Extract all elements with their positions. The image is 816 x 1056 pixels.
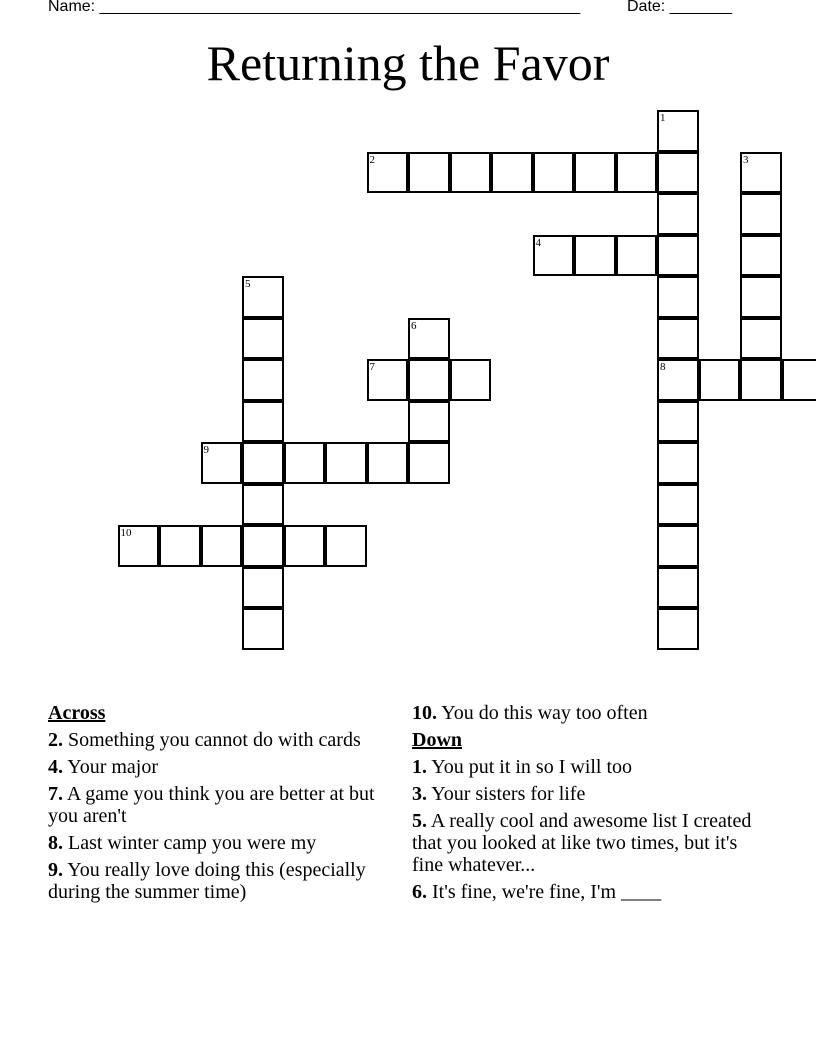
crossword-cell[interactable] (450, 152, 492, 194)
crossword-cell[interactable] (740, 318, 782, 360)
clue-number: 5. (412, 810, 427, 832)
crossword-cell[interactable] (242, 442, 284, 484)
crossword-cell[interactable] (574, 235, 616, 277)
clue-text: Something you cannot do with cards (68, 729, 361, 751)
crossword-cell[interactable] (242, 608, 284, 650)
clue-across-9 (48, 859, 408, 903)
crossword-cell[interactable] (616, 235, 658, 277)
clue-number: 4. (48, 756, 63, 778)
crossword-cell[interactable] (408, 401, 450, 443)
crossword-cell[interactable] (491, 152, 533, 194)
puzzle-title: Returning the Favor (206, 35, 610, 91)
clue-number: 6. (412, 881, 427, 903)
clue-across-4 (48, 756, 408, 778)
crossword-cell[interactable] (325, 442, 367, 484)
cell-number: 2 (369, 153, 375, 166)
crossword-cell[interactable] (657, 567, 699, 609)
crossword-cell[interactable] (574, 152, 616, 194)
clue-down-3 (412, 783, 772, 805)
clue-text: A really cool and awesome list I created that you looked at like two times, but it's fine whatever... (412, 810, 752, 876)
clue-down-6 (412, 881, 772, 903)
crossword-cell[interactable] (699, 359, 741, 401)
clue-text: Last winter camp you were my (68, 832, 317, 854)
crossword-cell[interactable] (242, 359, 284, 401)
crossword-cell[interactable] (657, 525, 699, 567)
clue-across-8 (48, 832, 408, 854)
clue-across-2 (48, 729, 408, 751)
crossword-cell[interactable] (242, 401, 284, 443)
clue-number: 7. (48, 783, 63, 805)
clue-number: 9. (48, 859, 63, 881)
crossword-cell[interactable] (740, 152, 782, 194)
crossword-cell[interactable] (242, 567, 284, 609)
crossword-cell[interactable] (740, 193, 782, 235)
crossword-cell[interactable] (740, 235, 782, 277)
crossword-cell[interactable] (657, 608, 699, 650)
clue-down-1 (412, 756, 772, 778)
crossword-cell[interactable] (325, 525, 367, 567)
cell-number: 1 (660, 112, 666, 124)
down-heading: Down (412, 729, 463, 751)
clue-text: A game you think you are better at but you aren't (48, 783, 375, 827)
crossword-cell[interactable] (408, 442, 450, 484)
clue-text: It's fine, we're fine, I'm ____ (432, 881, 662, 903)
clues-column-left (48, 702, 408, 908)
crossword-cell[interactable] (740, 359, 782, 401)
clues-column-right (412, 702, 772, 908)
crossword-cell[interactable] (408, 359, 450, 401)
crossword-cell[interactable] (616, 152, 658, 194)
crossword-cell[interactable] (242, 484, 284, 526)
crossword-cell[interactable] (284, 525, 326, 567)
cell-number: 6 (411, 319, 417, 332)
crossword-cell[interactable] (367, 359, 409, 401)
crossword-cell[interactable] (367, 442, 409, 484)
crossword-cell[interactable] (657, 401, 699, 443)
crossword-cell[interactable] (201, 442, 243, 484)
crossword-cell[interactable] (657, 359, 699, 401)
crossword-cell[interactable] (657, 110, 699, 152)
crossword-cell[interactable] (242, 318, 284, 360)
crossword-cell[interactable] (408, 318, 450, 360)
clue-number: 3. (412, 783, 427, 805)
crossword-cell[interactable] (242, 276, 284, 318)
clue-down-5 (412, 810, 772, 876)
name-field[interactable]: Name: ______________________________________________________ (48, 0, 581, 15)
crossword-cell[interactable] (533, 152, 575, 194)
crossword-cell[interactable] (657, 276, 699, 318)
cell-number: 9 (203, 444, 209, 456)
clue-text: You really love doing this (especially during the summer time) (48, 859, 366, 903)
crossword-cell[interactable] (657, 442, 699, 484)
crossword-cell[interactable] (533, 235, 575, 277)
cell-number: 5 (245, 278, 251, 290)
crossword-cell[interactable] (782, 359, 816, 401)
crossword-cell[interactable] (367, 152, 409, 194)
date-field[interactable]: Date: _______ (627, 0, 732, 15)
crossword-cell[interactable] (450, 359, 492, 401)
crossword-cell[interactable] (408, 152, 450, 194)
cell-number: 7 (369, 361, 375, 373)
crossword-cell[interactable] (740, 276, 782, 318)
crossword-cell[interactable] (657, 235, 699, 277)
crossword-cell[interactable] (284, 442, 326, 484)
clue-text: You do this way too often (441, 702, 648, 724)
crossword-cell[interactable] (118, 525, 160, 567)
clue-number: 10. (412, 702, 437, 724)
cell-number: 4 (535, 236, 541, 249)
crossword-cell[interactable] (657, 193, 699, 235)
clue-text: Your major (67, 756, 159, 778)
cell-number: 8 (660, 361, 666, 373)
clue-across-10 (412, 702, 772, 724)
crossword-cell[interactable] (201, 525, 243, 567)
cell-number: 3 (743, 153, 749, 166)
clue-number: 1. (412, 756, 427, 778)
crossword-cell[interactable] (242, 525, 284, 567)
clue-number: 2. (48, 729, 63, 751)
crossword-cell[interactable] (657, 318, 699, 360)
clue-text: Your sisters for life (431, 783, 586, 805)
crossword-cell[interactable] (657, 152, 699, 194)
across-heading: Across (48, 702, 106, 724)
clue-number: 8. (48, 832, 63, 854)
cell-number: 10 (120, 527, 132, 539)
clue-text: You put it in so I will too (431, 756, 633, 778)
crossword-cell[interactable] (159, 525, 201, 567)
crossword-cell[interactable] (657, 484, 699, 526)
clue-across-7 (48, 783, 408, 827)
